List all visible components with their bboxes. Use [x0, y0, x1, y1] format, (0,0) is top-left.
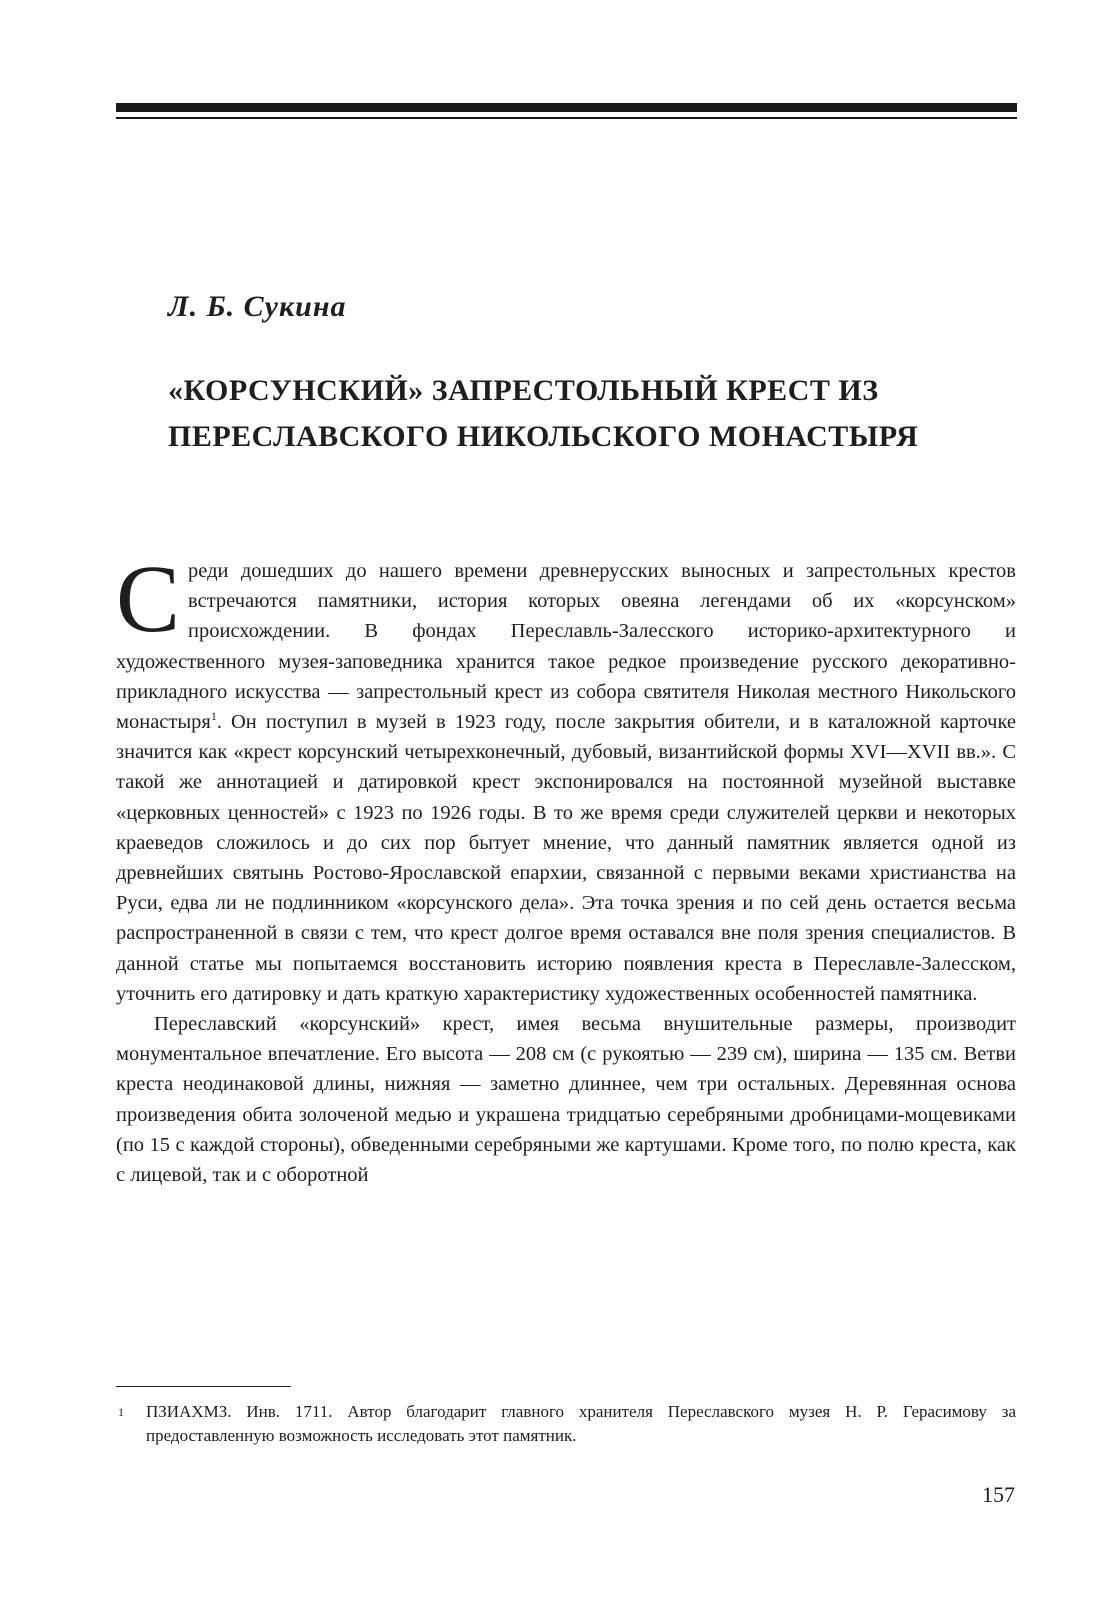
article-author: Л. Б. Сукина — [168, 290, 347, 323]
footnote-reference[interactable]: 1 — [210, 709, 217, 724]
header-rule-thick — [116, 103, 1017, 112]
header-rule-thin — [116, 117, 1017, 119]
paragraph-2: Переславский «корсунский» крест, имея весьма внушительные размеры, производит монументальное впечатление. Его высота — 208 см (с рукоятью — 239 см), ширина — 135 см. Ветви креста неодинаковой длины, нижняя — заметно длиннее, чем три остальных. Деревянная основа произведения обита золоченой медью и украшена тридцатью серебряными дробницами-мощевиками (по 15 с каждой стороны), обведенными серебряными же картушами. Кроме того, по полю креста, как с лицевой, так и с оборотной — [116, 1013, 1016, 1187]
footnote — [116, 1400, 1016, 1448]
article-title: «КОРСУНСКИЙ» ЗАПРЕСТОЛЬНЫЙ КРЕСТ ИЗ ПЕРЕСЛАВСКОГО НИКОЛЬСКОГО МОНАСТЫРЯ — [168, 374, 919, 453]
footnote-divider — [116, 1386, 291, 1387]
footnote-text: ПЗИАХМЗ. Инв. 1711. Автор благодарит главного хранителя Переславского музея Н. Р. Герасимову за предоставленную возможность исследовать этот памятник. — [146, 1402, 1016, 1445]
page-number: 157 — [982, 1482, 1015, 1507]
article-body — [116, 545, 1016, 1190]
header-rule — [116, 103, 1017, 119]
paragraph-1-text-b: . Он поступил в музей в 1923 году, после закрытия обители, и в каталожной карточке значится как «крест корсунский четырехконечный, дубовый, византийской формы XVI—XVII вв.». С такой же аннотацией и датировкой крест экспонировался на постоянной музейной выставке «церковных ценностей» с 1923 по 1926 годы. В то же время среди служителей церкви и некоторых краеведов сложилось и до сих пор бытует мнение, что данный памятник является одной из древнейших святынь Ростово-Ярославской епархии, связанной с первыми веками христианства на Руси, едва ли не подлинником «корсунского дела». Эта точка зрения и по сей день остается весьма распространенной в связи с тем, что крест долгое время оставался вне поля зрения специалистов. В данной статье мы попытаемся восстановить историю появления креста в Переславле-Залесском, уточнить его датировку и дать краткую характеристику художественных особенностей памятника. — [116, 711, 1016, 1005]
footnote-mark: 1 — [118, 1405, 124, 1419]
paragraph-1 — [116, 545, 1016, 1009]
paragraph-1-text-a: реди дошедших до нашего времени древнерусских выносных и запрестольных крестов встречаются памятники, история которых овеяна легендами об их «корсунском» происхождении. В фондах Переславль-Залесского историко-архитектурного и художественного музея-заповедника хранится такое редкое произведение русского декоративно-прикладного искусства — запрестольный крест из собора святителя Николая местного Никольского монастыря — [116, 560, 1016, 734]
drop-cap: С — [116, 545, 181, 652]
